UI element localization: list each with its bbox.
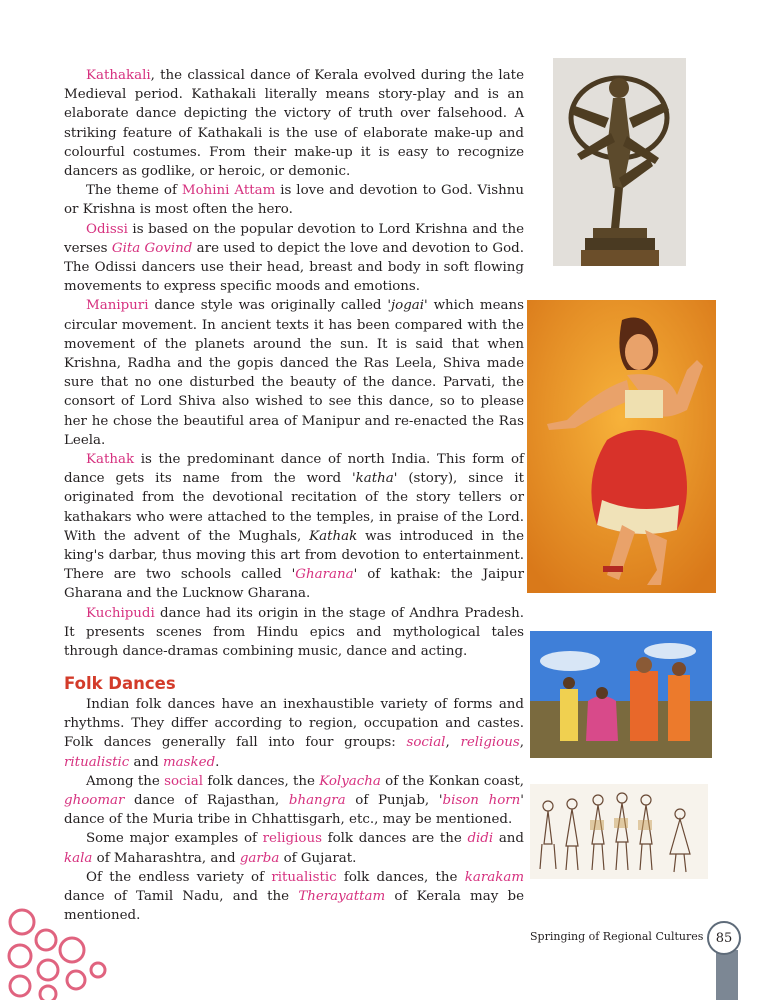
- text-run: and: [493, 831, 525, 847]
- text-run: ' dance of the Muria tribe in Chhattisgarh, etc., may be mentioned.: [64, 793, 524, 828]
- paragraph-odissi: [64, 220, 524, 297]
- footer-title: Springing of Regional Cultures: [530, 930, 704, 943]
- text-run: ' (story), since it originated from the devotional recitation of the story tellers or kathakars who were attached to the temples, in praise of the Lord. With the advent of the Mughals,: [64, 471, 524, 544]
- text-run: of Punjab, ': [345, 793, 443, 809]
- text-run: ,: [445, 735, 461, 751]
- text-run: Some major examples of: [86, 831, 263, 847]
- text-run: which means circular movement. In ancient texts it has been compared with the movement of the planets around the sun. It is said that when Krishna, Radha and the gopis danced the Ras Leela, Shiva made sure that no one disturbed the beauty of the dance. Parvati, the consort of Lord Shiva also wished to see this dance, so to please her he chose the beautiful area of Manipur and re-enacted the Ras Leela.: [64, 298, 524, 448]
- text-run: folk dances, the: [336, 869, 465, 885]
- paragraph-folk4: [64, 868, 524, 926]
- paragraph-manipuri: [64, 296, 524, 450]
- paragraph-folk3: [64, 829, 524, 867]
- highlighted-term: ritualistic: [64, 754, 130, 770]
- text-run: ,: [519, 735, 525, 751]
- highlighted-term: Kathak: [309, 528, 358, 544]
- folk-text-column: [64, 695, 524, 925]
- text-run: is based on the popular devotion to Lord Krishna and the verses: [64, 221, 524, 256]
- text-run: are used to depict the love and devotion to God. The Odissi dancers use their head, breast and body in soft flowing movements to express specific moods and emotions.: [64, 240, 524, 295]
- text-run: The theme of: [86, 183, 182, 199]
- text-run: of Kerala may be mentioned.: [64, 889, 525, 924]
- folk-musicians-photo: [530, 631, 712, 758]
- nataraja-statue-image: [553, 58, 686, 266]
- text-run: .: [215, 754, 220, 770]
- highlighted-term: 'jogai': [387, 298, 428, 314]
- text-run: is love and devotion to God. Vishnu or Krishna is most often the hero.: [64, 183, 524, 218]
- paragraph-folk1: [64, 695, 524, 772]
- text-run: is the predominant dance of north India. This form of dance gets its name from the word ': [64, 452, 524, 487]
- highlighted-term: bhangra: [288, 793, 346, 809]
- text-run: folk dances are the: [321, 831, 468, 847]
- highlighted-term: Gharana: [295, 567, 354, 583]
- highlighted-term: religious: [262, 831, 322, 847]
- highlighted-term: Kathakali: [86, 68, 151, 83]
- highlighted-term: social: [164, 773, 204, 789]
- text-run: dance style was originally called: [148, 298, 388, 314]
- highlighted-term: katha: [355, 471, 394, 487]
- highlighted-term: Gita Govind: [111, 240, 193, 256]
- text-run: dance of Rajasthan,: [124, 793, 289, 809]
- highlighted-term: Therayattam: [298, 889, 386, 905]
- folk-dancers-sketch: [530, 784, 708, 879]
- text-run: Indian folk dances have an inexhaustible variety of forms and rhythms. They differ according to region, occupation and castes. Folk dances generally fall into four groups:: [64, 697, 524, 751]
- page-number: 85: [707, 921, 741, 955]
- text-run: dance had its origin in the stage of Andhra Pradesh. It presents scenes from Hindu epics and mythological tales through dance-dramas combining music, dance and acting.: [64, 605, 524, 660]
- section-heading-folk-dances: Folk Dances: [64, 674, 176, 693]
- highlighted-term: karakam: [464, 869, 525, 885]
- highlighted-term: Mohini Attam: [181, 183, 276, 199]
- paragraph-kuchipudi: [64, 604, 524, 662]
- text-run: ' of kathak: the Jaipur Gharana and the Lucknow Gharana.: [64, 567, 524, 602]
- text-run: , the classical dance of Kerala evolved during the late Medieval period. Kathakali literally means story-play and is an elaborate dance depicting the victory of truth over falsehood. A striking feature of Kathakali is the use of elaborate make-up and colourful costumes. From their make-up it is easy to recognize dancers as godlike, or heroic, or demonic.: [64, 68, 524, 180]
- highlighted-term: bison horn: [442, 793, 521, 809]
- highlighted-term: ritualistic: [271, 869, 337, 885]
- painted-dancer-image: [527, 300, 716, 593]
- text-run: Among the: [86, 773, 165, 789]
- highlighted-term: ghoomar: [64, 793, 125, 809]
- text-run: of the Konkan coast,: [380, 773, 524, 789]
- highlighted-term: garba: [239, 850, 280, 866]
- highlighted-term: Kathak: [86, 452, 135, 468]
- text-run: folk dances, the: [203, 773, 320, 789]
- highlighted-term: Kuchipudi: [86, 605, 155, 621]
- highlighted-term: Manipuri: [86, 298, 149, 314]
- text-run: and: [129, 754, 163, 770]
- highlighted-term: masked: [162, 754, 216, 770]
- main-text-column: [64, 66, 524, 661]
- highlighted-term: Odissi: [86, 221, 128, 237]
- highlighted-term: Kolyacha: [319, 773, 381, 789]
- text-run: was introduced in the king's darbar, thus moving this art from devotion to entertainment. There are two schools called ': [64, 528, 524, 583]
- page-number-tab: [716, 950, 738, 1000]
- paragraph-mohini: [64, 181, 524, 219]
- paragraph-kathakali: [64, 66, 524, 181]
- text-run: of Maharashtra, and: [92, 850, 240, 866]
- decorative-circles: [0, 900, 110, 1004]
- text-run: dance of Tamil Nadu, and the: [64, 889, 299, 905]
- highlighted-term: kala: [64, 850, 93, 866]
- text-run: of Gujarat.: [279, 850, 357, 866]
- paragraph-folk2: [64, 772, 524, 830]
- highlighted-term: social: [406, 735, 446, 751]
- paragraph-kathak: [64, 450, 524, 604]
- text-run: Of the endless variety of: [86, 869, 272, 885]
- highlighted-term: didi: [467, 831, 494, 847]
- highlighted-term: religious: [460, 735, 520, 751]
